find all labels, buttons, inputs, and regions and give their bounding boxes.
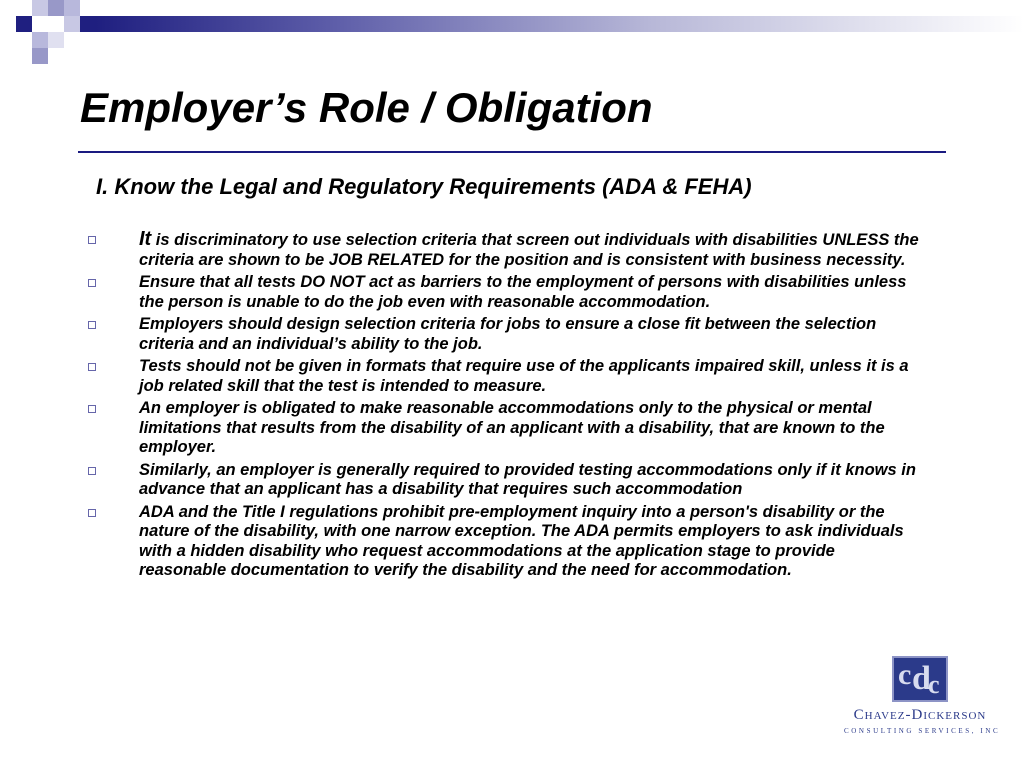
bullet-item bbox=[86, 461, 926, 500]
logo-company-subtitle: CONSULTING SERVICES, INC bbox=[844, 727, 1001, 735]
deco-square bbox=[16, 16, 32, 32]
deco-square bbox=[80, 16, 96, 32]
bullet-list bbox=[86, 230, 926, 584]
bullet-item bbox=[86, 273, 926, 312]
bullet-item bbox=[86, 503, 926, 581]
bullet-text: Ensure that all tests DO NOT act as barriers to the employment of persons with disabilities unless the person is unable to do the job even with reasonable accommodation. bbox=[139, 273, 907, 311]
bullet-text: Employers should design selection criteria for jobs to ensure a close fit between the selection criteria and an individual’s ability to the job. bbox=[139, 315, 877, 353]
square-bullet-icon bbox=[88, 405, 96, 413]
square-bullet-icon bbox=[88, 321, 96, 329]
bullet-text: An employer is obligated to make reasonable accommodations only to the physical or mental limitations that results from the disability of an applicant with a disability, that are known to the employer. bbox=[139, 399, 885, 456]
logo-company-name: Chavez-Dickerson bbox=[853, 707, 987, 723]
deco-square bbox=[32, 32, 48, 48]
deco-square bbox=[48, 16, 64, 32]
bullet-text: ADA and the Title I regulations prohibit pre-employment inquiry into a person's disability or the nature of the disability, with one narrow exception. The ADA permits employers to ask individuals with a hidden disability who request accommodations at the application stage to provide reasonable documentation to verify the disability and the need for accommodation. bbox=[139, 502, 904, 579]
deco-square bbox=[48, 32, 64, 48]
bullet-text: Similarly, an employer is generally required to provided testing accommodations only if it knows in advance that an applicant has a disability that requires such accommodation bbox=[139, 460, 916, 498]
deco-square bbox=[64, 16, 80, 32]
square-bullet-icon bbox=[88, 279, 96, 287]
cdc-logo-mark-icon: c d c bbox=[892, 656, 948, 702]
title-divider bbox=[78, 151, 946, 153]
square-bullet-icon bbox=[88, 363, 96, 371]
square-bullet-icon bbox=[88, 236, 96, 244]
corner-decoration bbox=[0, 0, 1024, 64]
bullet-item bbox=[86, 399, 926, 458]
deco-square bbox=[32, 0, 48, 16]
bullet-text: Tests should not be given in formats that require use of the applicants impaired skill, unless it is a job related skill that the test is intended to measure. bbox=[139, 357, 909, 395]
deco-square bbox=[64, 0, 80, 16]
square-bullet-icon bbox=[88, 467, 96, 475]
bullet-item bbox=[86, 230, 926, 270]
slide-subtitle: I. Know the Legal and Regulatory Requirements (ADA & FEHA) bbox=[96, 174, 752, 199]
company-logo bbox=[844, 656, 1001, 740]
bullet-item bbox=[86, 315, 926, 354]
deco-square bbox=[32, 48, 48, 64]
bullet-item bbox=[86, 357, 926, 396]
deco-square bbox=[48, 0, 64, 16]
square-bullet-icon bbox=[88, 509, 96, 517]
slide-title: Employer’s Role / Obligation bbox=[80, 84, 653, 131]
bullet-lead-word: It bbox=[139, 228, 152, 250]
header-gradient-bar bbox=[96, 16, 1024, 32]
bullet-text: is discriminatory to use selection criteria that screen out individuals with disabilities UNLESS the criteria are shown to be JOB RELATED for the position and is consistent with business necessity. bbox=[139, 231, 919, 269]
